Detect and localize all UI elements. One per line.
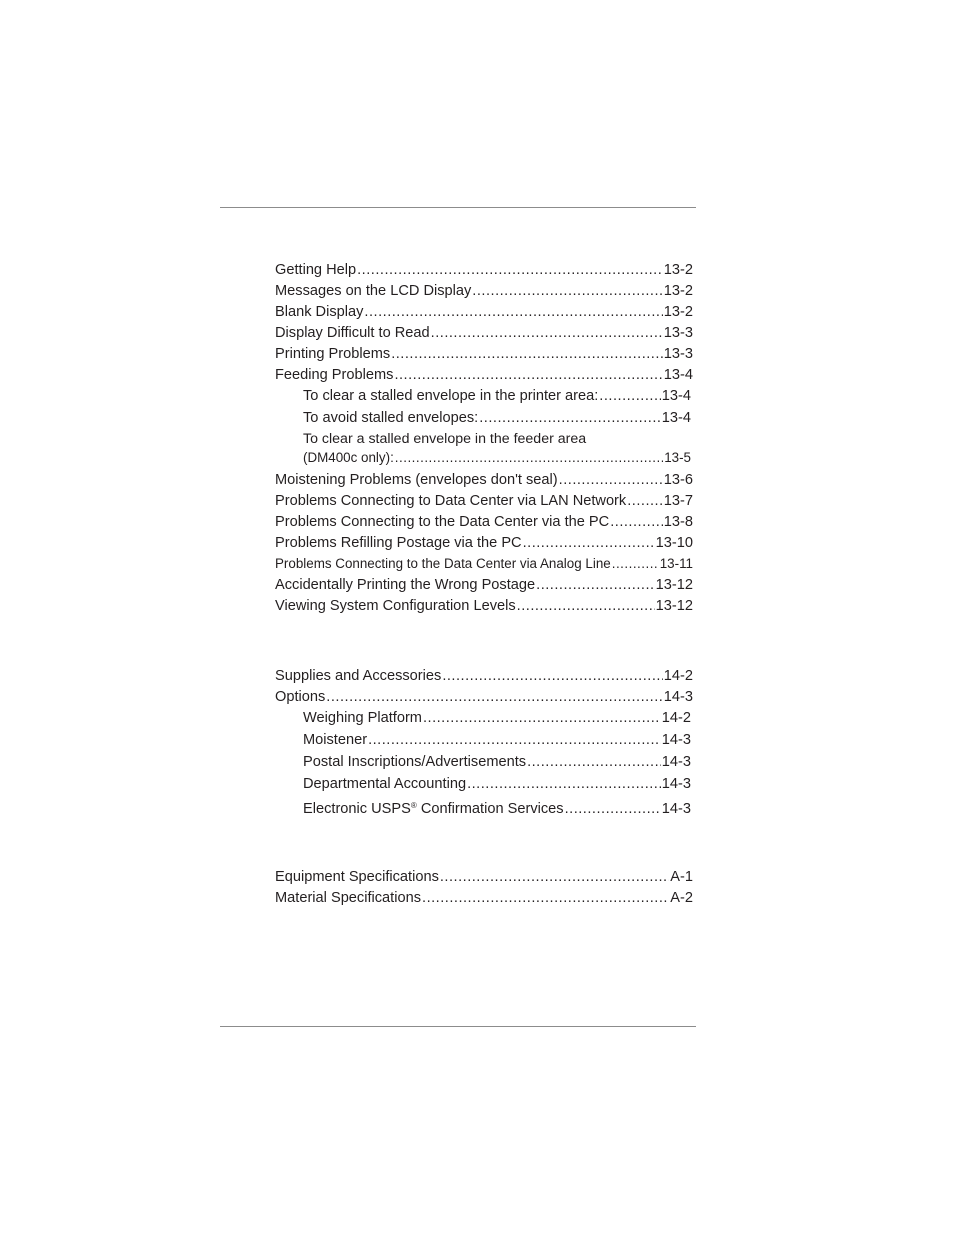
toc-subentry[interactable]	[303, 386, 691, 406]
dot-leader	[517, 596, 655, 616]
toc-entry-title: Postal Inscriptions/Advertisements	[303, 754, 527, 770]
dot-leader	[565, 799, 661, 819]
dot-leader	[394, 365, 662, 385]
toc-entry-title: Getting Help	[275, 262, 357, 278]
toc-entry-page: 13-11	[659, 556, 693, 571]
toc-entry-title: Moistening Problems (envelopes don't seal)	[275, 472, 558, 488]
toc-entry-title: Equipment Specifications	[275, 869, 439, 885]
toc-subentry[interactable]	[303, 752, 691, 772]
toc-entry[interactable]	[275, 596, 693, 616]
dot-leader	[395, 448, 663, 468]
toc-entry[interactable]	[275, 867, 693, 887]
toc-entry-page: 13-3	[663, 325, 693, 341]
toc-subentry-title-line: To clear a stalled envelope in the feeder area	[303, 431, 587, 447]
toc-subentry[interactable]	[303, 448, 691, 468]
dot-leader	[422, 888, 669, 908]
toc-subentry[interactable]	[303, 796, 691, 816]
toc-entry-page: 13-3	[663, 346, 693, 362]
dot-leader	[357, 260, 663, 280]
toc-entry-page: 13-8	[663, 514, 693, 530]
toc-entry-title: Viewing System Configuration Levels	[275, 598, 516, 614]
dot-leader	[479, 408, 661, 428]
toc-entry-page: 13-12	[655, 577, 693, 593]
dot-leader	[612, 554, 659, 574]
toc-subentry[interactable]	[303, 730, 691, 750]
dot-leader	[440, 867, 669, 887]
dot-leader	[472, 281, 662, 301]
dot-leader	[423, 708, 661, 728]
toc-entry-page: A-1	[670, 869, 693, 885]
toc-entry-page: 13-6	[663, 472, 693, 488]
toc-entry-title: Problems Connecting to Data Center via LAN Network	[275, 493, 627, 509]
toc-entry-title: Moistener	[303, 732, 368, 748]
toc-entry[interactable]	[275, 666, 693, 686]
toc-entry-title	[303, 796, 564, 819]
toc-entry-title: Options	[275, 689, 326, 705]
toc-entry-page: 13-4	[661, 388, 691, 404]
header-rule	[220, 207, 696, 208]
toc-entry-title: Material Specifications	[275, 890, 422, 906]
toc-entry[interactable]	[275, 344, 693, 364]
toc-entry-page: 14-2	[661, 710, 691, 726]
dot-leader	[364, 302, 662, 322]
toc-entry-title: Printing Problems	[275, 346, 391, 362]
toc-entry[interactable]	[275, 365, 693, 385]
toc-entry[interactable]	[275, 575, 693, 595]
toc-entry-title: (DM400c only):	[303, 450, 394, 465]
toc-entry[interactable]	[275, 512, 693, 532]
toc-entry[interactable]	[275, 888, 693, 908]
toc-entry-page: 14-3	[661, 801, 691, 817]
toc-entry-page: A-2	[670, 890, 693, 906]
toc-entry-title: Problems Refilling Postage via the PC	[275, 535, 522, 551]
toc-entry-title: Problems Connecting to the Data Center via the PC	[275, 514, 610, 530]
dot-leader	[527, 752, 661, 772]
toc-entry-title: Weighing Platform	[303, 710, 422, 726]
footer-rule	[220, 1026, 696, 1027]
dot-leader	[627, 491, 663, 511]
toc-entry[interactable]	[275, 491, 693, 511]
dot-leader	[610, 512, 663, 532]
dot-leader	[368, 730, 661, 750]
dot-leader	[467, 774, 661, 794]
toc-entry-page: 13-2	[663, 262, 693, 278]
dot-leader	[523, 533, 655, 553]
dot-leader	[391, 344, 663, 364]
toc-entry[interactable]	[275, 302, 693, 322]
toc-entry[interactable]	[275, 260, 693, 280]
toc-entry[interactable]	[275, 281, 693, 301]
toc-entry-title: Display Difficult to Read	[275, 325, 430, 341]
toc-subentry[interactable]	[303, 774, 691, 794]
toc-entry-page: 13-2	[663, 304, 693, 320]
dot-leader	[431, 323, 663, 343]
toc-entry-title: Feeding Problems	[275, 367, 394, 383]
toc-entry-title: Messages on the LCD Display	[275, 283, 472, 299]
toc-entry[interactable]	[275, 554, 693, 574]
toc-entry[interactable]	[275, 533, 693, 553]
toc-entry-page: 13-10	[655, 535, 693, 551]
toc-subentry[interactable]	[303, 408, 691, 428]
toc-entry[interactable]	[275, 323, 693, 343]
toc-subentry[interactable]	[303, 708, 691, 728]
dot-leader	[599, 386, 660, 406]
toc-entry-title: Supplies and Accessories	[275, 668, 442, 684]
toc-entry-page: 14-3	[663, 689, 693, 705]
toc-entry-title: To avoid stalled envelopes:	[303, 410, 479, 426]
toc-entry-page: 13-5	[664, 450, 691, 465]
dot-leader	[559, 470, 663, 490]
toc-entry-page: 13-4	[661, 410, 691, 426]
toc-entry-page: 13-4	[663, 367, 693, 383]
dot-leader	[442, 666, 662, 686]
toc-entry-page: 13-7	[663, 493, 693, 509]
registered-mark: ®	[410, 801, 417, 810]
toc-entry-page: 14-3	[661, 754, 691, 770]
toc-entry-page: 14-2	[663, 668, 693, 684]
toc-entry[interactable]	[275, 687, 693, 707]
toc-entry-title: Problems Connecting to the Data Center via Analog Line	[275, 556, 611, 571]
toc-entry-title: Accidentally Printing the Wrong Postage	[275, 577, 536, 593]
toc-entry[interactable]	[275, 470, 693, 490]
confirmation-services-text: Confirmation Services	[416, 801, 564, 817]
toc-entry-page: 13-2	[663, 283, 693, 299]
toc-entry-page: 14-3	[661, 732, 691, 748]
toc-entry-page: 14-3	[661, 776, 691, 792]
toc-entry-title: Blank Display	[275, 304, 364, 320]
toc-entry-page: 13-12	[655, 598, 693, 614]
dot-leader	[536, 575, 655, 595]
toc-entry-title: To clear a stalled envelope in the printer area:	[303, 388, 599, 404]
toc-entry-title: Departmental Accounting	[303, 776, 467, 792]
usps-text: Electronic USPS	[303, 801, 411, 817]
dot-leader	[326, 687, 662, 707]
